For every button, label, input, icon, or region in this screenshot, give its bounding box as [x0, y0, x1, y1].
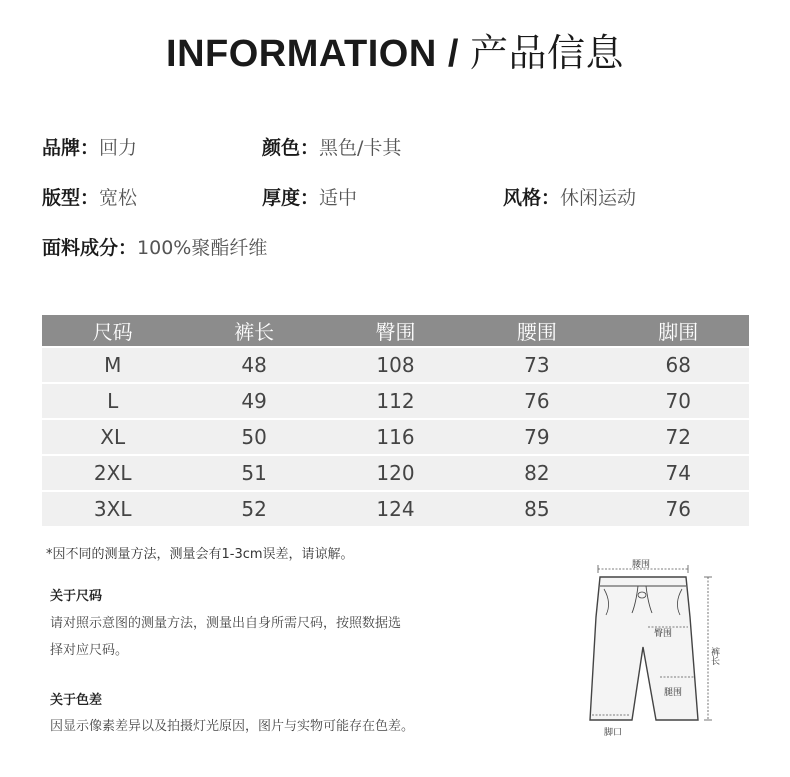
attr-color-value: 黑色/卡其 — [319, 137, 402, 159]
col-header-length: 裤长 — [183, 315, 324, 346]
attr-thickness — [262, 186, 357, 210]
table-row — [42, 456, 749, 490]
table-cell: 52 — [183, 492, 324, 526]
attr-fabric-value: 100%聚酯纤维 — [137, 237, 268, 259]
table-cell: 116 — [325, 420, 466, 454]
attr-brand — [42, 136, 137, 160]
table-cell: XL — [42, 420, 183, 454]
table-cell: 73 — [466, 348, 607, 382]
shorts-measurement-diagram — [580, 555, 740, 740]
attr-style-value: 休闲运动 — [560, 187, 637, 209]
page-title — [0, 22, 790, 77]
attr-fit-value: 宽松 — [99, 187, 138, 209]
color-section-text: 因显示像素差异以及拍摄灯光原因，图片与实物可能存在色差。 — [50, 719, 415, 734]
thigh-label: 腿围 — [664, 688, 683, 698]
table-cell: 70 — [608, 384, 749, 418]
table-cell: 76 — [608, 492, 749, 526]
attr-style-key: 风格： — [503, 187, 561, 209]
table-row — [42, 492, 749, 526]
title-english: INFORMATION — [166, 33, 437, 75]
measurement-disclaimer: *因不同的测量方法，测量会有1-3cm误差，请谅解。 — [46, 547, 354, 562]
attr-brand-key: 品牌： — [42, 137, 100, 159]
table-cell: 124 — [325, 492, 466, 526]
table-cell: 2XL — [42, 456, 183, 490]
table-row — [42, 384, 749, 418]
col-header-hip: 臀围 — [325, 315, 466, 346]
attr-style — [503, 186, 636, 210]
attr-thickness-key: 厚度： — [262, 187, 320, 209]
attr-thickness-value: 适中 — [319, 187, 358, 209]
table-cell: 51 — [183, 456, 324, 490]
table-cell: 50 — [183, 420, 324, 454]
attr-brand-value: 回力 — [99, 137, 138, 159]
table-cell: 3XL — [42, 492, 183, 526]
title-chinese: 产品信息 — [469, 31, 624, 75]
size-table-header-row — [42, 315, 749, 346]
table-cell: 120 — [325, 456, 466, 490]
attr-fit-key: 版型： — [42, 187, 100, 209]
waist-label: 腰围 — [632, 560, 651, 570]
size-section-text-line2: 择对应尺码。 — [50, 643, 129, 658]
length-label: 裤长 — [709, 647, 719, 665]
table-cell: 112 — [325, 384, 466, 418]
table-cell: L — [42, 384, 183, 418]
attr-fit — [42, 186, 137, 210]
table-cell: M — [42, 348, 183, 382]
col-header-size: 尺码 — [42, 315, 183, 346]
table-cell: 74 — [608, 456, 749, 490]
table-cell: 85 — [466, 492, 607, 526]
attr-fabric — [42, 236, 267, 260]
table-cell: 49 — [183, 384, 324, 418]
color-section-heading: 关于色差 — [50, 693, 103, 708]
table-cell: 68 — [608, 348, 749, 382]
table-cell: 82 — [466, 456, 607, 490]
size-section-text-line1: 请对照示意图的测量方法，测量出自身所需尺码，按照数据选 — [50, 616, 402, 631]
size-section-heading: 关于尺码 — [50, 589, 103, 604]
hip-label: 臀围 — [654, 629, 673, 639]
table-cell: 76 — [466, 384, 607, 418]
title-separator: / — [436, 33, 470, 75]
col-header-waist: 腰围 — [466, 315, 607, 346]
hem-label: 脚口 — [604, 728, 623, 738]
table-cell: 108 — [325, 348, 466, 382]
table-row — [42, 420, 749, 454]
attr-fabric-key: 面料成分： — [42, 237, 138, 259]
col-header-hem: 脚围 — [608, 315, 749, 346]
table-cell: 72 — [608, 420, 749, 454]
table-cell: 48 — [183, 348, 324, 382]
table-cell: 79 — [466, 420, 607, 454]
attr-color — [262, 136, 401, 160]
table-row — [42, 348, 749, 382]
shorts-outline — [590, 577, 698, 720]
attr-color-key: 颜色： — [262, 137, 320, 159]
size-table — [42, 313, 749, 528]
